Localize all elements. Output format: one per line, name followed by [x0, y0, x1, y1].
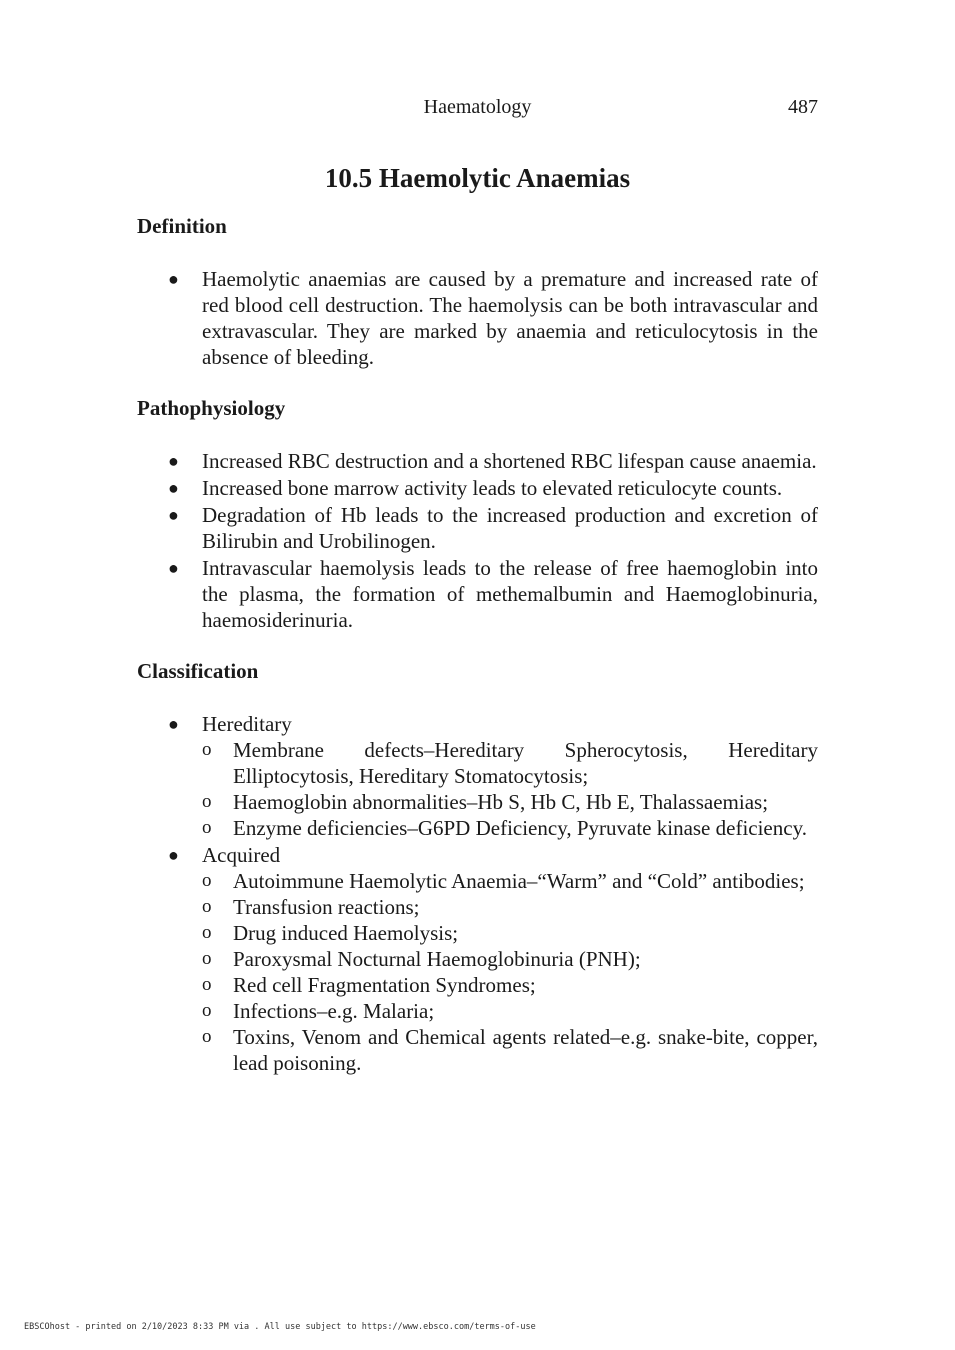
list-item-acquired	[137, 842, 818, 1076]
list-item-text: Degradation of Hb leads to the increased production and excretion of Bilirubin and Urobilinogen.	[202, 503, 818, 553]
circle-bullet-icon: o	[202, 817, 212, 838]
sub-list-item-text: Infections–e.g. Malaria;	[233, 999, 435, 1023]
sub-list	[202, 737, 818, 841]
sub-list-item-text: Drug induced Haemolysis;	[233, 921, 459, 945]
definition-list	[137, 266, 818, 370]
sub-list-item-text: Membrane defects–Hereditary Spherocytosis, Hereditary Elliptocytosis, Hereditary Stomatocytosis;	[233, 738, 818, 788]
list-item	[137, 502, 818, 554]
sub-list-item	[202, 894, 818, 920]
sub-list-item-text: Autoimmune Haemolytic Anaemia–“Warm” and “Cold” antibodies;	[233, 869, 805, 893]
definition-section	[137, 212, 818, 370]
sub-list	[202, 868, 818, 1076]
list-item-hereditary	[137, 711, 818, 841]
sub-list-item	[202, 868, 818, 894]
circle-bullet-icon: o	[202, 922, 212, 943]
circle-bullet-icon: o	[202, 1026, 212, 1047]
sub-list-item	[202, 789, 818, 815]
list-item-text: Increased bone marrow activity leads to elevated reticulocyte counts.	[202, 476, 783, 500]
pathophysiology-heading: Pathophysiology	[137, 396, 286, 420]
running-header	[0, 96, 955, 122]
chapter-title: 10.5 Haemolytic Anaemias	[324, 163, 631, 193]
pathophysiology-list	[137, 448, 818, 633]
list-item	[137, 475, 818, 501]
circle-bullet-icon: o	[202, 1000, 212, 1021]
sub-list-item-text: Haemoglobin abnormalities–Hb S, Hb C, Hb E, Thalassaemias;	[233, 790, 769, 814]
sub-list-item-text: Toxins, Venom and Chemical agents related–e.g. snake-bite, copper, lead poisoning.	[233, 1025, 818, 1075]
bullet-icon: ●	[168, 845, 179, 865]
bullet-icon: ●	[168, 269, 179, 289]
list-item	[137, 448, 818, 474]
sub-list-item	[202, 1024, 818, 1076]
page-number: 487	[788, 96, 818, 118]
circle-bullet-icon: o	[202, 739, 212, 760]
bullet-icon: ●	[168, 451, 179, 471]
bullet-icon: ●	[168, 558, 179, 578]
list-item	[137, 555, 818, 633]
sub-list-item	[202, 737, 818, 789]
sub-list-item-text: Enzyme deficiencies–G6PD Deficiency, Pyruvate kinase deficiency.	[233, 816, 807, 840]
bullet-icon: ●	[168, 714, 179, 734]
sub-list-item-text: Transfusion reactions;	[233, 895, 420, 919]
classification-heading: Classification	[137, 659, 259, 683]
circle-bullet-icon: o	[202, 870, 212, 891]
running-title: Haematology	[423, 96, 532, 118]
sub-list-item	[202, 920, 818, 946]
circle-bullet-icon: o	[202, 974, 212, 995]
classification-list	[137, 711, 818, 1076]
list-item-text: Intravascular haemolysis leads to the release of free haemoglobin into the plasma, the formation of methemalbumin and Haemoglobinuria, haemosiderinuria.	[202, 556, 818, 632]
sub-list-item	[202, 946, 818, 972]
definition-heading: Definition	[137, 214, 227, 238]
circle-bullet-icon: o	[202, 948, 212, 969]
ebscohost-footer: EBSCOhost - printed on 2/10/2023 8:33 PM via . All use subject to https://www.ebsco.com/terms-of-use	[24, 1322, 536, 1332]
sub-list-item	[202, 972, 818, 998]
circle-bullet-icon: o	[202, 791, 212, 812]
group-label: Acquired	[202, 843, 281, 867]
list-item	[137, 266, 818, 370]
sub-list-item	[202, 998, 818, 1024]
pathophysiology-section	[137, 394, 818, 633]
list-item-text: Increased RBC destruction and a shortened RBC lifespan cause anaemia.	[202, 449, 817, 473]
list-item-text: Haemolytic anaemias are caused by a premature and increased rate of red blood cell destruction. The haemolysis can be both intravascular and extravascular. They are marked by anaemia and reticulocytosis in the absence of bleeding.	[202, 267, 818, 369]
group-label: Hereditary	[202, 712, 292, 736]
sub-list-item-text: Red cell Fragmentation Syndromes;	[233, 973, 536, 997]
sub-list-item	[202, 815, 818, 841]
bullet-icon: ●	[168, 505, 179, 525]
bullet-icon: ●	[168, 478, 179, 498]
page-content	[137, 160, 818, 1077]
sub-list-item-text: Paroxysmal Nocturnal Haemoglobinuria (PNH);	[233, 947, 641, 971]
circle-bullet-icon: o	[202, 896, 212, 917]
classification-section	[137, 657, 818, 1076]
